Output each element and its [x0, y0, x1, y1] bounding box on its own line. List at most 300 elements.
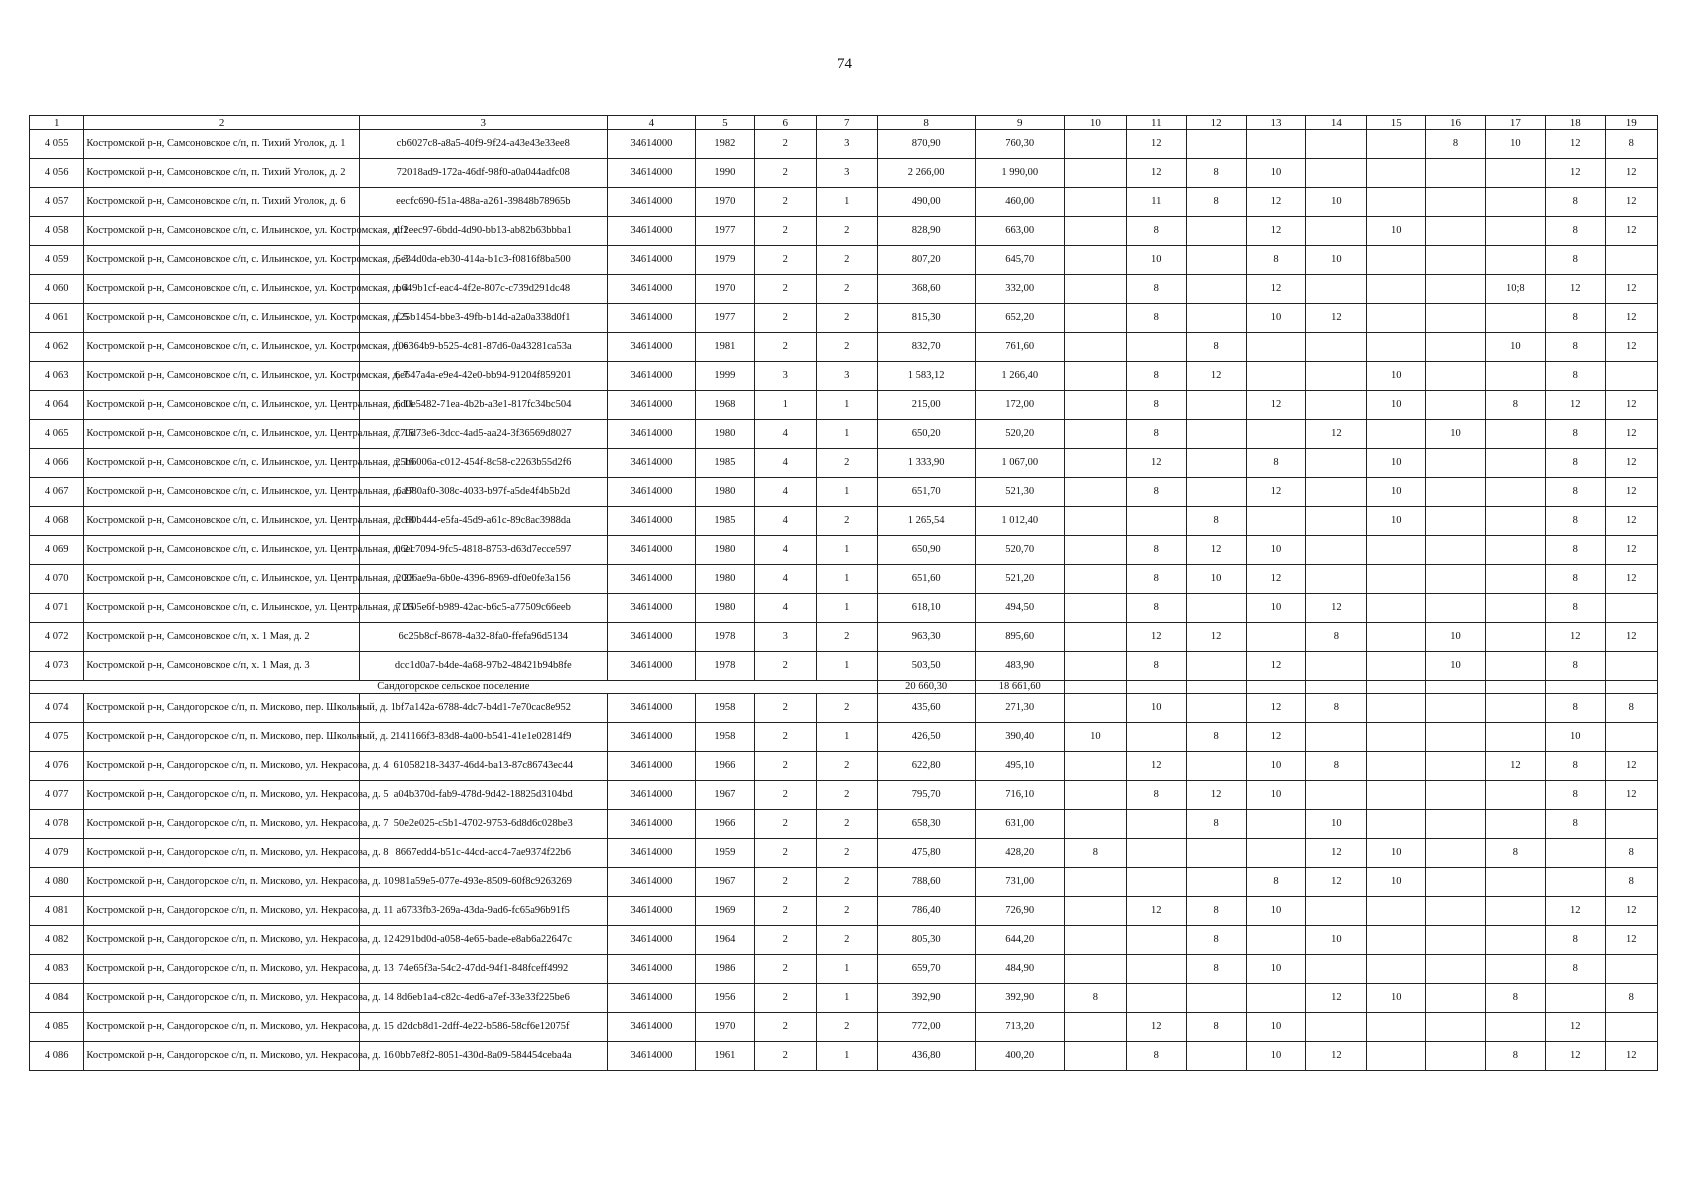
address-cell: Костромской р-н, Сандогорское с/п, п. Мисково, ул. Некрасова, д. 14: [84, 984, 359, 1013]
entrances-cell: 1: [816, 955, 877, 984]
col-14-cell: 12: [1306, 304, 1367, 333]
oktmo-code-cell: 34614000: [607, 594, 695, 623]
table-row: [30, 333, 1658, 362]
col-10-cell: [1064, 449, 1126, 478]
entrances-cell: 3: [816, 362, 877, 391]
address-cell: Костромской р-н, Самсоновское с/п, с. Ильинское, ул. Костромская, д. 6: [84, 333, 359, 362]
col-14-cell: [1306, 217, 1367, 246]
entrances-cell: 2: [816, 623, 877, 652]
year-built-cell: 1990: [695, 159, 754, 188]
oktmo-code-cell: 34614000: [607, 694, 695, 723]
year-built-cell: 1980: [695, 420, 754, 449]
col-12-cell: 8: [1186, 507, 1246, 536]
col-17-cell: [1485, 478, 1545, 507]
col-18-cell: 8: [1545, 926, 1605, 955]
col-13-cell: 10: [1246, 536, 1306, 565]
col-10-cell: 8: [1064, 984, 1126, 1013]
entrances-cell: 2: [816, 694, 877, 723]
address-cell: Костромской р-н, Самсоновское с/п, с. Ильинское, ул. Центральная, д. 11: [84, 391, 359, 420]
col-17-cell: [1485, 897, 1545, 926]
column-header-11: 11: [1126, 116, 1186, 130]
col-15-cell: [1367, 246, 1426, 275]
floors-cell: 4: [754, 420, 816, 449]
col-15-cell: [1367, 1013, 1426, 1042]
row-number-cell: 4 078: [30, 810, 84, 839]
address-cell: Костромской р-н, Сандогорское с/п, п. Мисково, ул. Некрасова, д. 15: [84, 1013, 359, 1042]
col-12-cell: 8: [1186, 723, 1246, 752]
col-11-cell: 12: [1126, 449, 1186, 478]
col-15-cell: [1367, 955, 1426, 984]
entrances-cell: 1: [816, 1042, 877, 1071]
col-19-cell: 12: [1605, 565, 1657, 594]
col-14-cell: [1306, 1013, 1367, 1042]
col-15-cell: 10: [1367, 362, 1426, 391]
floors-cell: 2: [754, 955, 816, 984]
table-row: [30, 536, 1658, 565]
col-14-cell: 10: [1306, 926, 1367, 955]
entrances-cell: 2: [816, 810, 877, 839]
col-12-cell: 12: [1186, 781, 1246, 810]
col-11-cell: 8: [1126, 420, 1186, 449]
row-number-cell: 4 080: [30, 868, 84, 897]
col-19-cell: 12: [1605, 217, 1657, 246]
col-16-cell: [1426, 1013, 1486, 1042]
total-area-cell: 490,00: [877, 188, 975, 217]
row-number-cell: 4 061: [30, 304, 84, 333]
col-13-cell: 12: [1246, 652, 1306, 681]
address-cell: Костромской р-н, Сандогорское с/п, п. Мисково, ул. Некрасова, д. 11: [84, 897, 359, 926]
col-18-cell: 8: [1545, 955, 1605, 984]
address-cell: Костромской р-н, Самсоновское с/п, с. Ильинское, ул. Центральная, д. 21: [84, 536, 359, 565]
col-10-cell: [1064, 565, 1126, 594]
col-15-cell: [1367, 623, 1426, 652]
col-16-cell: [1426, 275, 1486, 304]
col-12-cell: 8: [1186, 955, 1246, 984]
col-16-cell: [1426, 188, 1486, 217]
floors-cell: 4: [754, 478, 816, 507]
col-13-cell: 12: [1246, 188, 1306, 217]
col-13-cell: [1246, 984, 1306, 1013]
col-18-cell: 8: [1545, 420, 1605, 449]
col-19-cell: [1605, 723, 1657, 752]
entrances-cell: 1: [816, 984, 877, 1013]
col-11-cell: 8: [1126, 391, 1186, 420]
year-built-cell: 1999: [695, 362, 754, 391]
oktmo-code-cell: 34614000: [607, 926, 695, 955]
year-built-cell: 1956: [695, 984, 754, 1013]
year-built-cell: 1980: [695, 565, 754, 594]
col-11-cell: 12: [1126, 159, 1186, 188]
col-15-cell: [1367, 1042, 1426, 1071]
column-header-4: 4: [607, 116, 695, 130]
oktmo-code-cell: 34614000: [607, 984, 695, 1013]
total-area-cell: 815,30: [877, 304, 975, 333]
year-built-cell: 1969: [695, 897, 754, 926]
living-area-cell: 495,10: [975, 752, 1064, 781]
col-10-cell: [1064, 868, 1126, 897]
col-12-cell: 8: [1186, 810, 1246, 839]
col-12-cell: 12: [1186, 623, 1246, 652]
col-17-cell: [1485, 781, 1545, 810]
col-10-cell: [1064, 897, 1126, 926]
house-guid-cell: eecfc690-f51a-488a-a261-39848b78965b: [359, 188, 607, 217]
house-guid-cell: 2006ae9a-6b0e-4396-8969-df0e0fe3a156: [359, 565, 607, 594]
col-14-cell: [1306, 723, 1367, 752]
address-cell: Костромской р-н, Самсоновское с/п, с. Ильинское, ул. Центральная, д. 25: [84, 594, 359, 623]
oktmo-code-cell: 34614000: [607, 188, 695, 217]
row-number-cell: 4 075: [30, 723, 84, 752]
floors-cell: 2: [754, 304, 816, 333]
year-built-cell: 1970: [695, 188, 754, 217]
floors-cell: 4: [754, 536, 816, 565]
column-header-5: 5: [695, 116, 754, 130]
col-10-cell: [1064, 217, 1126, 246]
col-12-cell: [1186, 304, 1246, 333]
col-18-cell: 8: [1545, 217, 1605, 246]
col-11-cell: 12: [1126, 752, 1186, 781]
floors-cell: 2: [754, 868, 816, 897]
house-guid-cell: 6a980af0-308c-4033-b97f-a5de4f4b5b2d: [359, 478, 607, 507]
total-area-cell: 658,30: [877, 810, 975, 839]
total-area-cell: 650,90: [877, 536, 975, 565]
col-13-cell: 12: [1246, 391, 1306, 420]
col-15-cell: [1367, 565, 1426, 594]
house-guid-cell: a6733fb3-269a-43da-9ad6-fc65a96b91f5: [359, 897, 607, 926]
section-subtotal-row: [30, 681, 1658, 694]
col-18-cell: 12: [1545, 623, 1605, 652]
col-11-cell: 12: [1126, 130, 1186, 159]
column-header-1: 1: [30, 116, 84, 130]
total-area-cell: 805,30: [877, 926, 975, 955]
address-cell: Костромской р-н, Сандогорское с/п, п. Мисково, ул. Некрасова, д. 8: [84, 839, 359, 868]
column-header-7: 7: [816, 116, 877, 130]
table-row: [30, 478, 1658, 507]
col-16-cell: [1426, 810, 1486, 839]
col-12-cell: [1186, 694, 1246, 723]
table-row: [30, 449, 1658, 478]
col-16-cell: [1426, 565, 1486, 594]
floors-cell: 2: [754, 159, 816, 188]
row-number-cell: 4 064: [30, 391, 84, 420]
col-16-cell: [1426, 478, 1486, 507]
col-19-cell: 12: [1605, 159, 1657, 188]
living-area-cell: 484,90: [975, 955, 1064, 984]
col-13-cell: 10: [1246, 159, 1306, 188]
col-10-cell: [1064, 420, 1126, 449]
house-guid-cell: 8d6eb1a4-c82c-4ed6-a7ef-33e33f225be6: [359, 984, 607, 1013]
col-17-cell: 8: [1485, 1042, 1545, 1071]
col-14-cell: [1306, 507, 1367, 536]
col-19-cell: 8: [1605, 130, 1657, 159]
col-18-cell: 8: [1545, 565, 1605, 594]
col-16-cell: 10: [1426, 623, 1486, 652]
total-area-cell: 392,90: [877, 984, 975, 1013]
col-16-cell: [1426, 594, 1486, 623]
col-19-cell: 12: [1605, 507, 1657, 536]
oktmo-code-cell: 34614000: [607, 897, 695, 926]
col-17-cell: [1485, 420, 1545, 449]
subtotal-empty-cell: [1545, 681, 1605, 694]
address-cell: Костромской р-н, Сандогорское с/п, п. Мисково, пер. Школьный, д. 1: [84, 694, 359, 723]
col-15-cell: 10: [1367, 839, 1426, 868]
row-number-cell: 4 055: [30, 130, 84, 159]
col-13-cell: 10: [1246, 304, 1306, 333]
col-11-cell: 8: [1126, 275, 1186, 304]
column-header-6: 6: [754, 116, 816, 130]
living-area-cell: 761,60: [975, 333, 1064, 362]
total-area-cell: 786,40: [877, 897, 975, 926]
col-14-cell: 12: [1306, 594, 1367, 623]
col-14-cell: [1306, 652, 1367, 681]
table-row: [30, 839, 1658, 868]
col-13-cell: 10: [1246, 781, 1306, 810]
floors-cell: 2: [754, 1013, 816, 1042]
col-16-cell: [1426, 507, 1486, 536]
col-17-cell: [1485, 1013, 1545, 1042]
table-row: [30, 694, 1658, 723]
table-row: [30, 984, 1658, 1013]
col-14-cell: [1306, 333, 1367, 362]
col-13-cell: [1246, 810, 1306, 839]
col-10-cell: [1064, 159, 1126, 188]
col-16-cell: [1426, 955, 1486, 984]
table-row: [30, 507, 1658, 536]
col-10-cell: [1064, 781, 1126, 810]
col-16-cell: [1426, 926, 1486, 955]
column-header-18: 18: [1545, 116, 1605, 130]
table-row: [30, 391, 1658, 420]
register-body: [30, 130, 1658, 1071]
table-row: [30, 159, 1658, 188]
col-15-cell: [1367, 420, 1426, 449]
house-guid-cell: 6e647a4a-e9e4-42e0-bb94-91204f859201: [359, 362, 607, 391]
entrances-cell: 2: [816, 333, 877, 362]
entrances-cell: 2: [816, 752, 877, 781]
house-guid-cell: df2eec97-6bdd-4d90-bb13-ab82b63bbba1: [359, 217, 607, 246]
row-number-cell: 4 081: [30, 897, 84, 926]
col-16-cell: [1426, 362, 1486, 391]
col-13-cell: [1246, 362, 1306, 391]
floors-cell: 2: [754, 694, 816, 723]
col-19-cell: 8: [1605, 868, 1657, 897]
living-area-cell: 726,90: [975, 897, 1064, 926]
oktmo-code-cell: 34614000: [607, 246, 695, 275]
col-13-cell: [1246, 420, 1306, 449]
col-18-cell: 8: [1545, 449, 1605, 478]
col-19-cell: 12: [1605, 926, 1657, 955]
col-19-cell: 12: [1605, 391, 1657, 420]
entrances-cell: 2: [816, 507, 877, 536]
col-15-cell: [1367, 333, 1426, 362]
total-area-cell: 503,50: [877, 652, 975, 681]
house-guid-cell: d2dcb8d1-2dff-4e22-b586-58cf6e12075f: [359, 1013, 607, 1042]
floors-cell: 2: [754, 723, 816, 752]
oktmo-code-cell: 34614000: [607, 536, 695, 565]
col-12-cell: [1186, 839, 1246, 868]
row-number-cell: 4 077: [30, 781, 84, 810]
living-area-cell: 1 067,00: [975, 449, 1064, 478]
floors-cell: 3: [754, 623, 816, 652]
col-14-cell: [1306, 781, 1367, 810]
col-19-cell: [1605, 652, 1657, 681]
col-14-cell: 12: [1306, 839, 1367, 868]
address-cell: Костромской р-н, Сандогорское с/п, п. Мисково, ул. Некрасова, д. 12: [84, 926, 359, 955]
row-number-cell: 4 074: [30, 694, 84, 723]
col-19-cell: 12: [1605, 536, 1657, 565]
year-built-cell: 1967: [695, 781, 754, 810]
col-17-cell: 12: [1485, 752, 1545, 781]
table-row: [30, 897, 1658, 926]
col-17-cell: [1485, 565, 1545, 594]
col-10-cell: [1064, 1013, 1126, 1042]
col-18-cell: 12: [1545, 159, 1605, 188]
address-cell: Костромской р-н, Самсоновское с/п, с. Ильинское, ул. Костромская, д. 1: [84, 217, 359, 246]
floors-cell: 4: [754, 507, 816, 536]
col-11-cell: 8: [1126, 781, 1186, 810]
col-12-cell: 10: [1186, 565, 1246, 594]
address-cell: Костромской р-н, Сандогорское с/п, п. Мисково, ул. Некрасова, д. 7: [84, 810, 359, 839]
col-18-cell: 12: [1545, 1013, 1605, 1042]
col-18-cell: 8: [1545, 333, 1605, 362]
col-16-cell: [1426, 1042, 1486, 1071]
house-guid-cell: b649b1cf-eac4-4f2e-807c-c739d291dc48: [359, 275, 607, 304]
col-14-cell: 8: [1306, 694, 1367, 723]
subtotal-empty-cell: [1426, 681, 1486, 694]
col-16-cell: [1426, 159, 1486, 188]
total-area-cell: 475,80: [877, 839, 975, 868]
col-18-cell: [1545, 839, 1605, 868]
col-13-cell: 10: [1246, 955, 1306, 984]
col-10-cell: [1064, 507, 1126, 536]
living-area-cell: 652,20: [975, 304, 1064, 333]
col-18-cell: 8: [1545, 781, 1605, 810]
col-15-cell: 10: [1367, 478, 1426, 507]
col-18-cell: 10: [1545, 723, 1605, 752]
col-18-cell: [1545, 984, 1605, 1013]
address-cell: Костромской р-н, Самсоновское с/п, с. Ильинское, ул. Центральная, д. 18: [84, 507, 359, 536]
col-16-cell: [1426, 333, 1486, 362]
col-16-cell: [1426, 868, 1486, 897]
table-row: [30, 868, 1658, 897]
col-18-cell: 8: [1545, 304, 1605, 333]
table-row: [30, 1042, 1658, 1071]
col-19-cell: 12: [1605, 781, 1657, 810]
col-12-cell: [1186, 246, 1246, 275]
col-11-cell: [1126, 926, 1186, 955]
col-10-cell: [1064, 1042, 1126, 1071]
col-10-cell: [1064, 752, 1126, 781]
col-16-cell: [1426, 897, 1486, 926]
col-12-cell: [1186, 420, 1246, 449]
oktmo-code-cell: 34614000: [607, 420, 695, 449]
living-area-cell: 631,00: [975, 810, 1064, 839]
col-16-cell: [1426, 752, 1486, 781]
floors-cell: 1: [754, 391, 816, 420]
year-built-cell: 1982: [695, 130, 754, 159]
col-10-cell: [1064, 594, 1126, 623]
col-11-cell: 8: [1126, 478, 1186, 507]
house-guid-cell: 06ec7094-9fc5-4818-8753-d63d7ecce597: [359, 536, 607, 565]
col-11-cell: [1126, 955, 1186, 984]
address-cell: Костромской р-н, Самсоновское с/п, с. Ильинское, ул. Центральная, д. 17: [84, 478, 359, 507]
entrances-cell: 3: [816, 159, 877, 188]
col-15-cell: 10: [1367, 868, 1426, 897]
col-17-cell: [1485, 694, 1545, 723]
column-header-2: 2: [84, 116, 359, 130]
address-cell: Костромской р-н, Самсоновское с/п, с. Ильинское, ул. Костромская, д. 5: [84, 304, 359, 333]
col-13-cell: 12: [1246, 694, 1306, 723]
col-15-cell: [1367, 810, 1426, 839]
col-19-cell: 12: [1605, 333, 1657, 362]
col-14-cell: [1306, 362, 1367, 391]
col-13-cell: 10: [1246, 1013, 1306, 1042]
col-17-cell: [1485, 536, 1545, 565]
col-18-cell: 8: [1545, 810, 1605, 839]
house-guid-cell: 0bb7e8f2-8051-430d-8a09-584454ceba4a: [359, 1042, 607, 1071]
address-cell: Костромской р-н, Самсоновское с/п, с. Ильинское, ул. Центральная, д. 16: [84, 449, 359, 478]
living-area-cell: 663,00: [975, 217, 1064, 246]
col-18-cell: 8: [1545, 507, 1605, 536]
house-guid-cell: 74e65f3a-54c2-47dd-94f1-848fceff4992: [359, 955, 607, 984]
col-11-cell: [1126, 839, 1186, 868]
total-area-cell: 435,60: [877, 694, 975, 723]
year-built-cell: 1964: [695, 926, 754, 955]
table-row: [30, 723, 1658, 752]
col-12-cell: 8: [1186, 926, 1246, 955]
col-11-cell: 12: [1126, 623, 1186, 652]
col-18-cell: 8: [1545, 362, 1605, 391]
col-12-cell: 12: [1186, 536, 1246, 565]
entrances-cell: 1: [816, 652, 877, 681]
col-10-cell: [1064, 478, 1126, 507]
col-15-cell: [1367, 159, 1426, 188]
living-area-cell: 460,00: [975, 188, 1064, 217]
subtotal-empty-cell: [1186, 681, 1246, 694]
col-14-cell: 10: [1306, 188, 1367, 217]
year-built-cell: 1958: [695, 694, 754, 723]
address-cell: Костромской р-н, Сандогорское с/п, п. Мисково, ул. Некрасова, д. 10: [84, 868, 359, 897]
house-guid-cell: 141166f3-83d8-4a00-b541-41e1e02814f9: [359, 723, 607, 752]
address-cell: Костромской р-н, Самсоновское с/п, с. Ильинское, ул. Костромская, д. 4: [84, 275, 359, 304]
col-11-cell: [1126, 333, 1186, 362]
address-cell: Костромской р-н, Сандогорское с/п, п. Мисково, ул. Некрасова, д. 13: [84, 955, 359, 984]
total-area-cell: 807,20: [877, 246, 975, 275]
house-guid-cell: 61058218-3437-46d4-ba13-87c86743ec44: [359, 752, 607, 781]
row-number-cell: 4 069: [30, 536, 84, 565]
col-14-cell: [1306, 955, 1367, 984]
row-number-cell: 4 060: [30, 275, 84, 304]
col-18-cell: 8: [1545, 752, 1605, 781]
col-17-cell: 10;8: [1485, 275, 1545, 304]
floors-cell: 2: [754, 984, 816, 1013]
table-row: [30, 188, 1658, 217]
total-area-cell: 870,90: [877, 130, 975, 159]
col-15-cell: [1367, 275, 1426, 304]
living-area-cell: 760,30: [975, 130, 1064, 159]
col-17-cell: [1485, 217, 1545, 246]
column-header-12: 12: [1186, 116, 1246, 130]
living-area-cell: 172,00: [975, 391, 1064, 420]
entrances-cell: 1: [816, 723, 877, 752]
col-14-cell: [1306, 478, 1367, 507]
total-area-cell: 795,70: [877, 781, 975, 810]
col-15-cell: [1367, 926, 1426, 955]
house-guid-cell: 71105e6f-b989-42ac-b6c5-a77509c66eeb: [359, 594, 607, 623]
table-row: [30, 275, 1658, 304]
col-17-cell: 10: [1485, 333, 1545, 362]
column-header-13: 13: [1246, 116, 1306, 130]
entrances-cell: 1: [816, 188, 877, 217]
